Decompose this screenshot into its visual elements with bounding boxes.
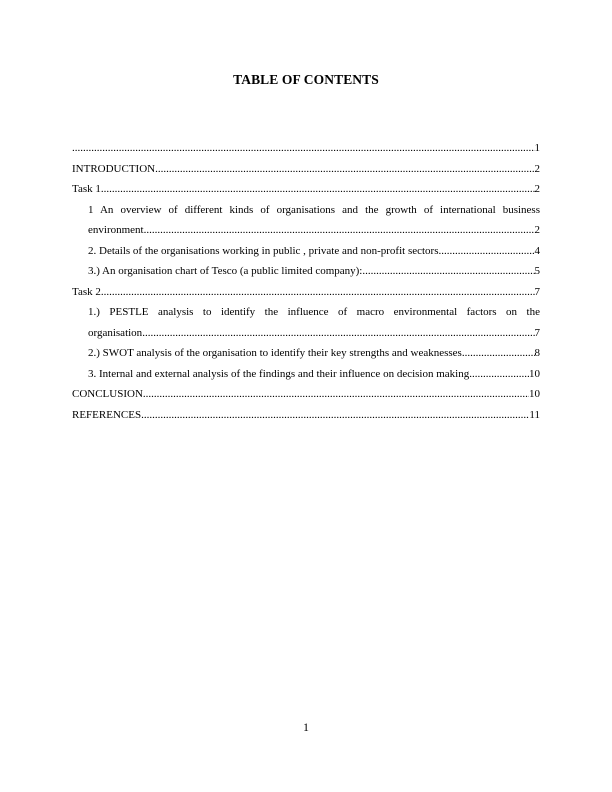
toc-entry-text: CONCLUSION: [72, 388, 143, 400]
toc-entry-introduction[interactable]: [72, 159, 540, 180]
toc-entry-references[interactable]: [72, 405, 540, 426]
toc-page-number: 2: [534, 162, 540, 175]
toc-entry-text: 3. Internal and external analysis of the findings and their influence on decision making: [88, 367, 470, 380]
toc-entry-text: INTRODUCTION: [72, 162, 156, 175]
toc-entry-overview[interactable]: [72, 200, 540, 241]
toc-page-number: 10: [529, 388, 540, 400]
toc-page-number: 7: [534, 285, 540, 298]
toc-page-number: 2: [534, 224, 540, 236]
toc-page-number: 10: [529, 367, 540, 380]
toc-leader-dots: [101, 282, 535, 303]
toc-entry-untitled[interactable]: [72, 138, 540, 159]
toc-entry-text: REFERENCES: [72, 408, 142, 421]
toc-leader-dots: [439, 241, 535, 262]
toc-entry-org-chart[interactable]: [72, 261, 540, 282]
toc-page-number: 5: [534, 265, 540, 277]
page-number: 1: [303, 720, 309, 734]
toc-entry-conclusion[interactable]: [72, 384, 540, 405]
toc-entry-text: 3.) An organisation chart of Tesco (a public limited company):: [88, 265, 363, 277]
toc-leader-dots: [469, 364, 529, 385]
toc-entry-task-2[interactable]: [72, 282, 540, 303]
toc-leader-dots: [143, 384, 529, 405]
page-title: TABLE OF CONTENTS: [233, 72, 379, 87]
toc-leader-dots: [141, 405, 529, 426]
toc-page-number: 4: [534, 244, 540, 257]
toc-page-number: 1: [534, 142, 540, 154]
toc-leader-dots: [362, 261, 534, 282]
toc-entry-text: Task 2: [72, 285, 101, 298]
toc-entry-text: 2. Details of the organisations working in public , private and non-profit sectors: [88, 244, 439, 257]
toc-entry-task-1[interactable]: [72, 179, 540, 200]
toc-page-number: 2: [534, 183, 540, 195]
toc-leader-dots: [144, 220, 535, 241]
toc-entry-text-line2: organisation: [88, 326, 143, 339]
toc-entry-text: Task 1: [72, 183, 101, 195]
toc-page-number: 7: [534, 326, 540, 339]
toc-page-number: 8: [534, 347, 540, 359]
toc-leader-dots: [101, 179, 535, 200]
toc-entry-text: 2.) SWOT analysis of the organisation to identify their key strengths and weaknesses: [88, 347, 462, 359]
toc-entry-pestle[interactable]: [72, 302, 540, 343]
toc-entry-text-line1: 1 An overview of different kinds of organisations and the growth of international business: [88, 203, 540, 216]
table-of-contents: [72, 138, 540, 425]
toc-entry-details[interactable]: [72, 241, 540, 262]
toc-entry-text-line2: environment: [88, 224, 144, 236]
toc-leader-dots: [142, 323, 534, 344]
toc-entry-swot[interactable]: [72, 343, 540, 364]
toc-leader-dots: [72, 138, 535, 159]
toc-page-number: 11: [529, 408, 540, 421]
toc-leader-dots: [155, 159, 534, 180]
toc-leader-dots: [462, 343, 535, 364]
toc-entry-internal-external[interactable]: [72, 364, 540, 385]
toc-entry-text-line1: 1.) PESTLE analysis to identify the influence of macro environmental factors on the: [88, 306, 540, 318]
